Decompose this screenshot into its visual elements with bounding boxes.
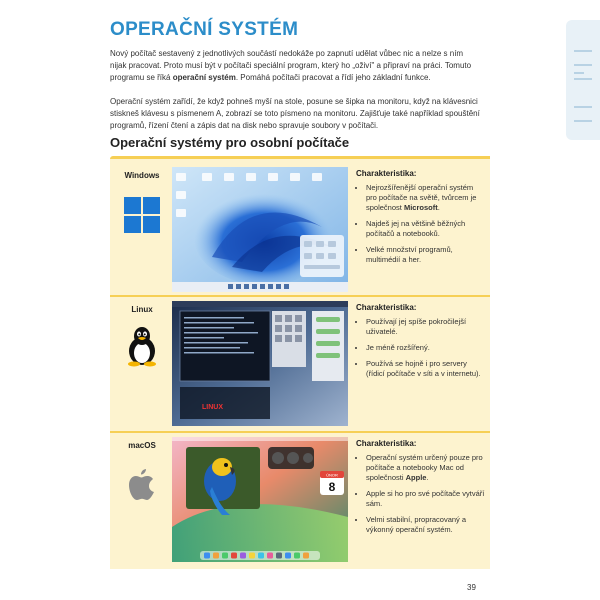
list-item: • Používá se hojně i pro servery (řídicí počítače v síti a v internetu).: [366, 359, 486, 379]
os-name-windows: Windows: [124, 171, 160, 180]
list-item: • Najdeš jej na většině běžných počítačů a notebooků.: [366, 219, 486, 239]
list-item: • Velké množství programů, multimédií a her.: [366, 245, 486, 265]
divider: [110, 295, 490, 297]
os-row-linux: [110, 301, 490, 426]
os-name-linux: Linux: [131, 305, 153, 314]
side-decoration: [566, 20, 600, 140]
os-row-windows: [110, 167, 490, 292]
page-number: 39: [467, 583, 476, 592]
intro-paragraph: Nový počítač sestavený z jednotlivých součástí nedokáže po zapnutí udělat vůbec nic a nelze s ním nijak pracovat. Proto musí být v počítači speciální program, který ho „oživí" a připraví na práci. Tomuto programu se říká operační systém. Pomáhá počítači pracovat a řídí jeho základní funkce.: [110, 49, 472, 82]
linux-screenshot: [172, 301, 348, 426]
list-item: • Používají jej spíše pokročilejší uživatelé.: [366, 317, 486, 337]
linux-brand-text: LINUX: [202, 404, 223, 411]
bullet-list: [356, 453, 486, 535]
calendar-month: ÚNOR: [326, 472, 338, 478]
characteristics-macos: [356, 439, 486, 541]
bullet-list: [356, 183, 486, 265]
list-item: • Operační systém určený pouze pro počítače a notebooky Mac od společnosti Apple.: [366, 453, 486, 483]
os-panel: [110, 156, 490, 569]
calendar-day: 8: [328, 480, 336, 494]
os-row-macos: [110, 437, 490, 562]
macos-screenshot: [172, 437, 348, 562]
windows-logo-icon: [122, 195, 162, 235]
characteristics-windows: [356, 169, 486, 271]
list-item: • Je méně rozšířený.: [366, 343, 486, 353]
list-item: • Velmi stabilní, propracovaný a výkonný operační systém.: [366, 515, 486, 535]
characteristics-title: Charakteristika:: [356, 303, 417, 312]
apple-logo-icon: [122, 465, 162, 505]
windows-screenshot: [172, 167, 348, 292]
characteristics-linux: [356, 303, 486, 385]
section-subtitle: Operační systémy pro osobní počítače: [110, 135, 350, 150]
characteristics-title: Charakteristika:: [356, 169, 417, 178]
page-title: OPERAČNÍ SYSTÉM: [110, 19, 299, 40]
list-item: • Nejrozšířenější operační systém pro počítače na světě, tvůrcem je společnost Microsoft.: [366, 183, 486, 213]
tux-penguin-icon: [122, 321, 162, 369]
second-paragraph: Operační systém zařídí, že když pohneš myší na stole, posune se šipka na monitoru, když na klávesnici stiskneš klávesu s písmenem A, zobrazí se toto písmeno na monitoru. Zajišťuje také například spouštění programů, řízení čtení a zápis dat na disk nebo spravuje soubory v počítači.: [110, 97, 480, 130]
characteristics-title: Charakteristika:: [356, 439, 417, 448]
os-name-macos: macOS: [128, 441, 156, 450]
list-item: • Apple si ho pro své počítače vytváří sám.: [366, 489, 486, 509]
bullet-list: [356, 317, 486, 379]
divider: [110, 431, 490, 433]
